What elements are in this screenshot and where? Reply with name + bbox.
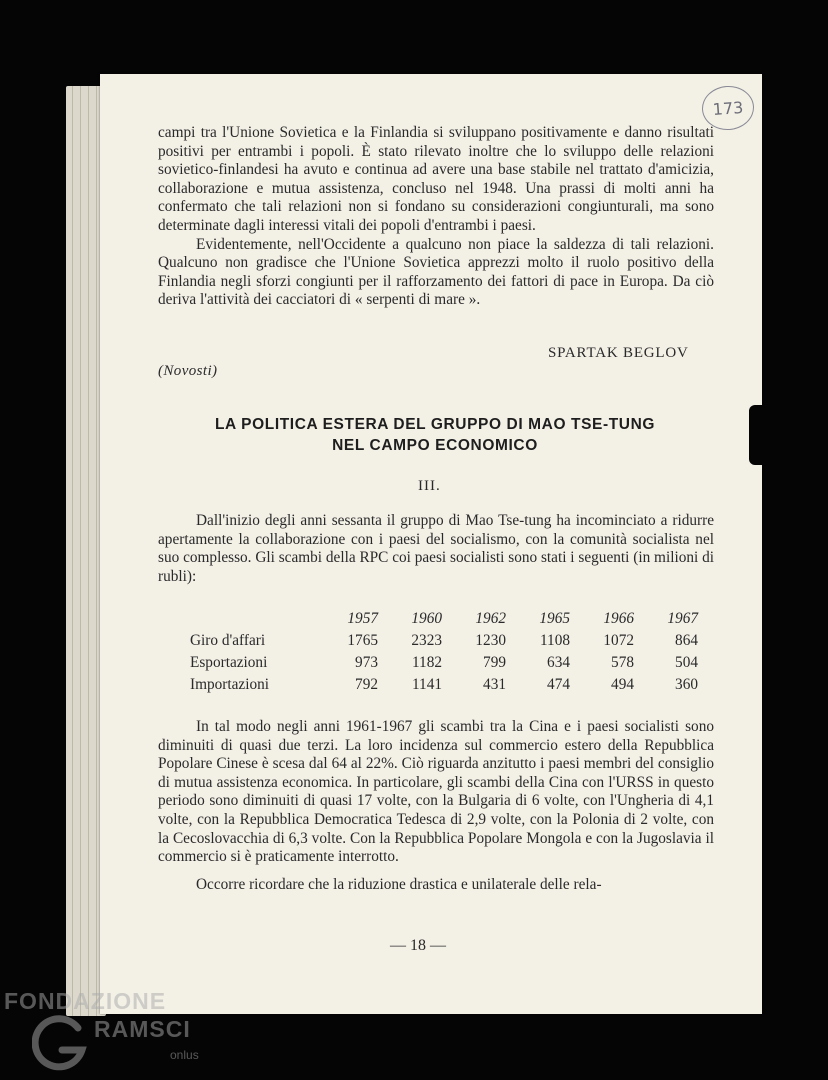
year-header: 1962 xyxy=(475,610,506,627)
table-cell: 1141 xyxy=(411,676,442,693)
table-cell: 799 xyxy=(483,654,506,671)
table-cell: 864 xyxy=(675,632,698,649)
article2-body xyxy=(158,718,714,894)
year-header: 1965 xyxy=(539,610,570,627)
watermark-g-logo-icon xyxy=(32,1014,90,1072)
table-cell: 1108 xyxy=(539,632,570,649)
table-row xyxy=(190,652,698,674)
table-cell: 1182 xyxy=(411,654,442,671)
article2-intro-block xyxy=(158,512,714,586)
year-header: 1967 xyxy=(667,610,698,627)
table-cell: 504 xyxy=(675,654,698,671)
row-label: Esportazioni xyxy=(190,654,268,671)
article1-paragraph2: Evidentemente, nell'Occidente a qualcuno non piace la saldezza di tali relazioni. Qualcuno non gradisce che l'Unione Sovietica apprezzi molto il ruolo positivo della Finlandia negli sforzi congiunti per il rafforzamento dei fattori di pace in Europa. Da ciò deriva l'attività dei cacciatori di « serpenti di mare ». xyxy=(158,235,714,309)
table-cell: 792 xyxy=(355,676,378,693)
article2-title-line2: NEL CAMPO ECONOMICO xyxy=(332,437,538,454)
row-label: Giro d'affari xyxy=(190,632,266,649)
table-cell: 1765 xyxy=(347,632,378,649)
table-row xyxy=(190,674,698,696)
article1-source: (Novosti) xyxy=(158,363,218,379)
table-cell: 973 xyxy=(355,654,378,671)
table-cell: 634 xyxy=(547,654,570,671)
table-cell: 474 xyxy=(547,676,570,693)
trade-table-corner xyxy=(190,608,314,630)
table-cell: 2323 xyxy=(411,632,442,649)
page-edge-notch xyxy=(749,405,765,465)
year-header: 1960 xyxy=(411,610,442,627)
year-header: 1957 xyxy=(347,610,378,627)
table-cell: 578 xyxy=(611,654,634,671)
table-cell: 494 xyxy=(611,676,634,693)
foundation-watermark xyxy=(4,988,214,1074)
archive-number-stamp: 173 xyxy=(701,84,756,132)
table-cell: 360 xyxy=(675,676,698,693)
watermark-line3: onlus xyxy=(170,1048,199,1062)
table-cell: 1072 xyxy=(603,632,634,649)
article2-title xyxy=(160,414,710,456)
article2-intro: Dall'inizio degli anni sessanta il gruppo di Mao Tse-tung ha incominciato a ridurre apertamente la collaborazione con i paesi del socialismo, con la comunità socialista nel suo complesso. Gli scambi della RPC coi paesi socialisti sono stati i seguenti (in milioni di rubli): xyxy=(158,512,714,585)
article2-paragraph4: Occorre ricordare che la riduzione drastica e unilaterale delle rela- xyxy=(196,875,602,893)
table-row xyxy=(190,630,698,652)
article1-paragraph1: campi tra l'Unione Sovietica e la Finlandia si sviluppano positivamente e danno risultati positivi per entrambi i popoli. È stato rilevato inoltre che lo sviluppo delle relazioni sovietico-finlandesi ha avuto e continua ad avere una base stabile nel trattato d'amicizia, collaborazione e mutua assistenza, concluso nel 1948. Una prassi di molti anni ha confermato che tali relazioni non si fondano su considerazioni congiunturali, ma sono determinate dagli interessi vitali dei popoli d'entrambi i paesi. xyxy=(158,124,714,234)
year-header: 1966 xyxy=(603,610,634,627)
article2-part-number: III. xyxy=(418,478,441,494)
watermark-line1: FONDAZIONE xyxy=(4,988,167,1014)
trade-table-header-row xyxy=(190,608,698,630)
article2-paragraph3: In tal modo negli anni 1961-1967 gli scambi tra la Cina e i paesi socialisti sono diminuiti di quasi due terzi. La loro incidenza sul commercio estero della Repubblica Popolare Cinese è scesa dal 64 al 22%. Ciò riguarda anzitutto i paesi membri del consiglio di mutua assistenza economica. In particolare, gli scambi della Cina con l'URSS in questo periodo sono diminuiti di quasi 17 volte, con la Bulgaria di 6 volte, con l'Ungheria di 4,1 volte, con la Repubblica Democratica Tedesca di 2,9 volte, con la Polonia di 2 volte, con la Cecoslovacchia di 6,3 volte. Con la Repubblica Popolare Mongola e con la Jugoslavia il commercio si è praticamente interrotto. xyxy=(158,718,714,866)
article2-title-line1: LA POLITICA ESTERA DEL GRUPPO DI MAO TSE-TUNG xyxy=(214,416,656,433)
table-cell: 1230 xyxy=(475,632,506,649)
article1-author: SPARTAK BEGLOV xyxy=(548,345,689,361)
article1-body xyxy=(158,124,714,310)
page-number: — 18 — xyxy=(390,937,446,954)
row-label: Importazioni xyxy=(190,676,270,693)
trade-table xyxy=(190,608,698,696)
table-cell: 431 xyxy=(483,676,506,693)
watermark-line2: RAMSCI xyxy=(94,1016,191,1042)
